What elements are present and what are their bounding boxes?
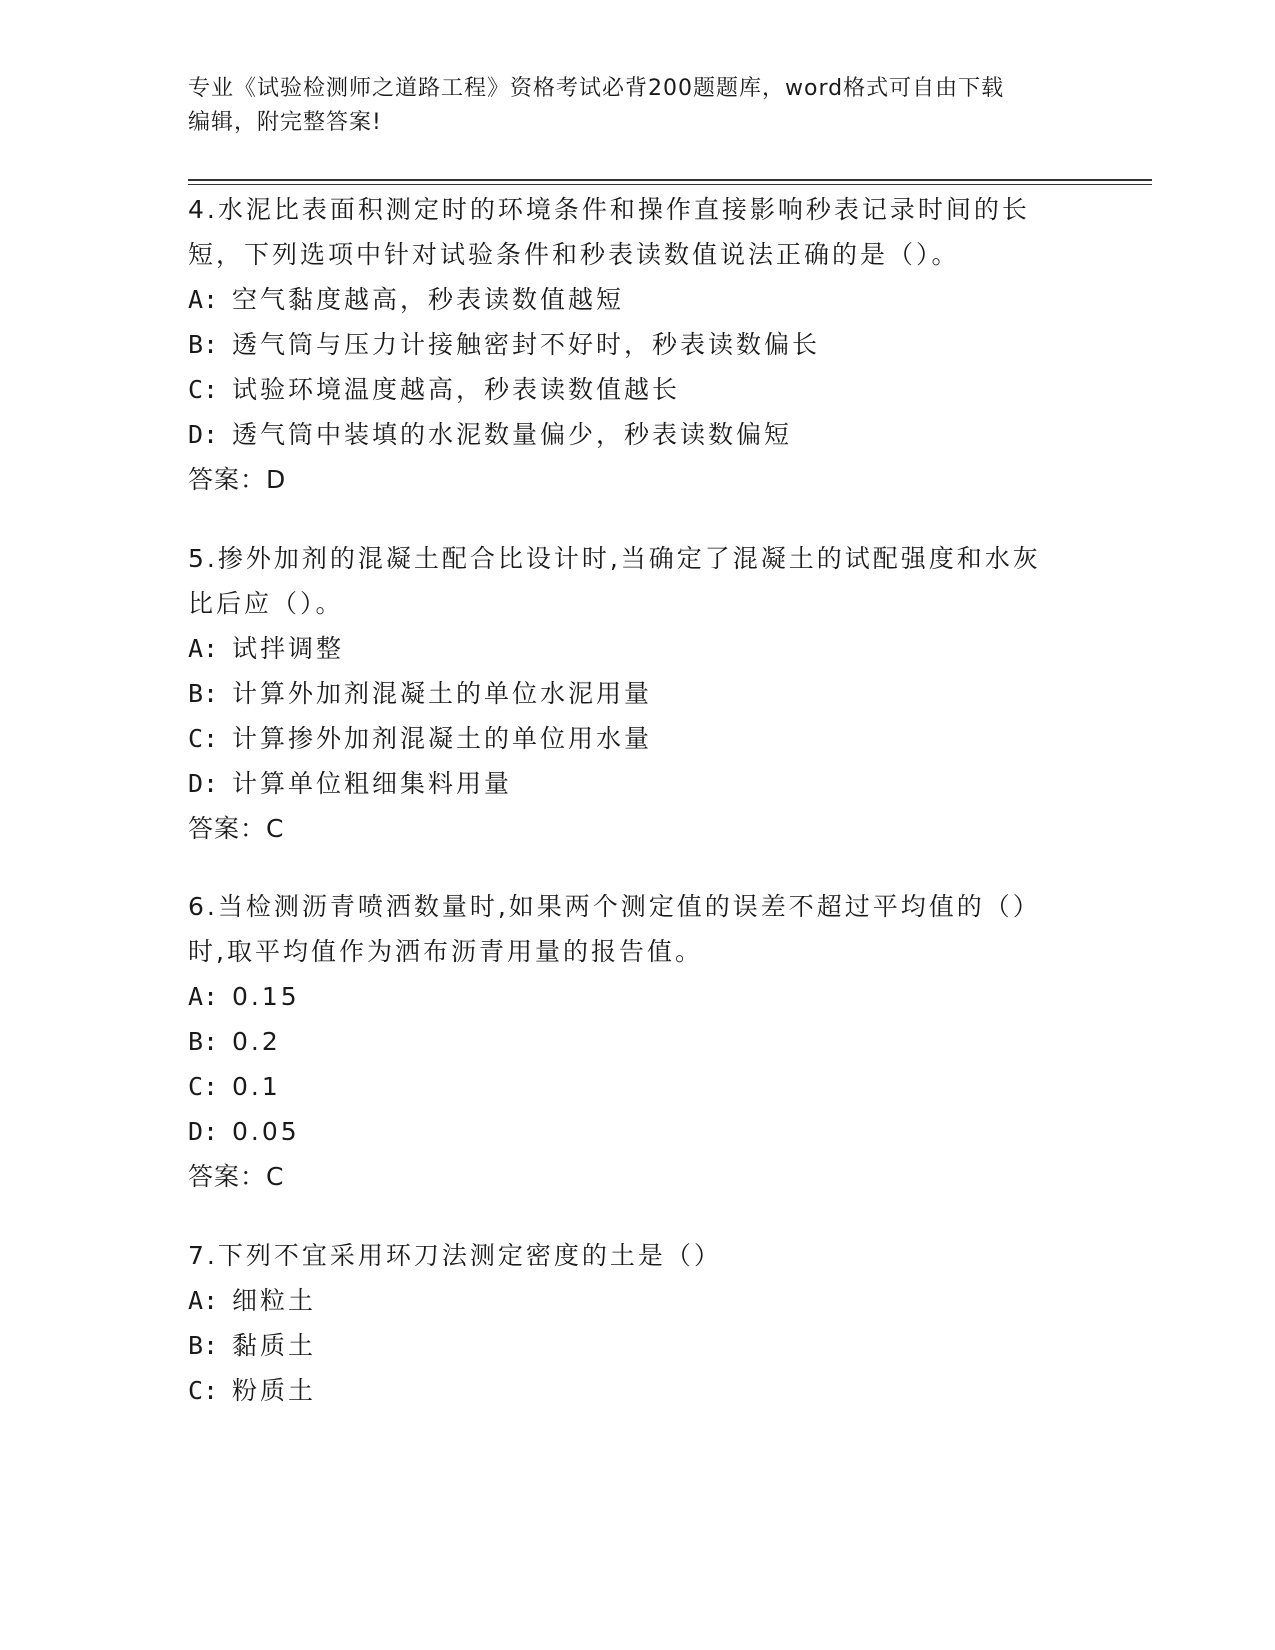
option-key: A: [188,982,219,1011]
answer-value: C [266,814,285,843]
option-c [188,367,1088,412]
question-6 [188,884,1088,1199]
option-text: 细粒土 [232,1286,317,1315]
option-d [188,761,1088,806]
header-divider-thick [188,179,1152,181]
option-b [188,671,1088,716]
option-text: 透气筒与压力计接触密封不好时，秒表读数偏长 [232,330,821,359]
option-key: A: [188,1286,219,1315]
option-a [188,974,1088,1019]
question-stem-line: 6.当检测沥青喷洒数量时,如果两个测定值的误差不超过平均值的（） [188,892,1041,921]
option-text: 空气黏度越高，秒表读数值越短 [232,285,625,314]
option-text: 计算外加剂混凝土的单位水泥用量 [232,679,653,708]
answer-label: 答案： [188,814,267,843]
header-line-1: 专业《试验检测师之道路工程》资格考试必背200题题库，word格式可自由下载 [188,76,1005,101]
question-stem-line: 比后应（）。 [188,589,344,618]
question-4 [188,187,1088,502]
answer-value: D [266,465,287,494]
option-c [188,1064,1088,1109]
option-a [188,1278,1088,1323]
option-d [188,1109,1088,1154]
header-line-2: 编辑，附完整答案! [188,110,382,135]
option-b [188,1323,1088,1368]
option-key: A: [188,285,219,314]
option-key: D: [188,1117,219,1146]
option-text: 计算掺外加剂混凝土的单位用水量 [232,724,653,753]
option-key: C: [188,1376,219,1405]
option-key: D: [188,420,219,449]
option-a [188,277,1088,322]
option-text: 0.05 [232,1117,300,1146]
option-text: 透气筒中装填的水泥数量偏少，秒表读数偏短 [232,420,793,449]
answer-line [188,806,1088,851]
option-text: 黏质土 [232,1331,317,1360]
option-text: 0.1 [232,1072,281,1101]
answer-label: 答案： [188,1162,267,1191]
document-header [188,72,1088,140]
option-b [188,322,1088,367]
answer-label: 答案： [188,465,267,494]
option-text: 粉质土 [232,1376,317,1405]
option-d [188,412,1088,457]
option-text: 试拌调整 [232,634,345,663]
option-key: B: [188,1027,219,1056]
question-5 [188,536,1088,851]
option-key: C: [188,1072,219,1101]
option-key: A: [188,634,219,663]
question-stem-line: 5.掺外加剂的混凝土配合比设计时,当确定了混凝土的试配强度和水灰 [188,544,1041,573]
option-c [188,1368,1088,1413]
answer-value: C [266,1162,285,1191]
option-text: 0.15 [232,982,300,1011]
option-key: C: [188,375,219,404]
option-key: D: [188,769,219,798]
option-a [188,626,1088,671]
option-text: 计算单位粗细集料用量 [232,769,513,798]
option-text: 0.2 [232,1027,281,1056]
header-divider-thin [188,184,1152,185]
option-key: B: [188,330,219,359]
option-c [188,716,1088,761]
option-key: B: [188,679,219,708]
question-stem-line: 4.水泥比表面积测定时的环境条件和操作直接影响秒表记录时间的长 [188,195,1030,224]
option-key: B: [188,1331,219,1360]
question-stem-line: 7.下列不宜采用环刀法测定密度的土是（） [188,1241,722,1270]
question-stem-line: 时,取平均值作为洒布沥青用量的报告值。 [188,937,703,966]
question-7 [188,1233,1088,1413]
option-key: C: [188,724,219,753]
option-text: 试验环境温度越高，秒表读数值越长 [232,375,681,404]
option-b [188,1019,1088,1064]
answer-line [188,1154,1088,1199]
answer-line [188,457,1088,502]
question-stem-line: 短，下列选项中针对试验条件和秒表读数值说法正确的是（）。 [188,240,960,269]
